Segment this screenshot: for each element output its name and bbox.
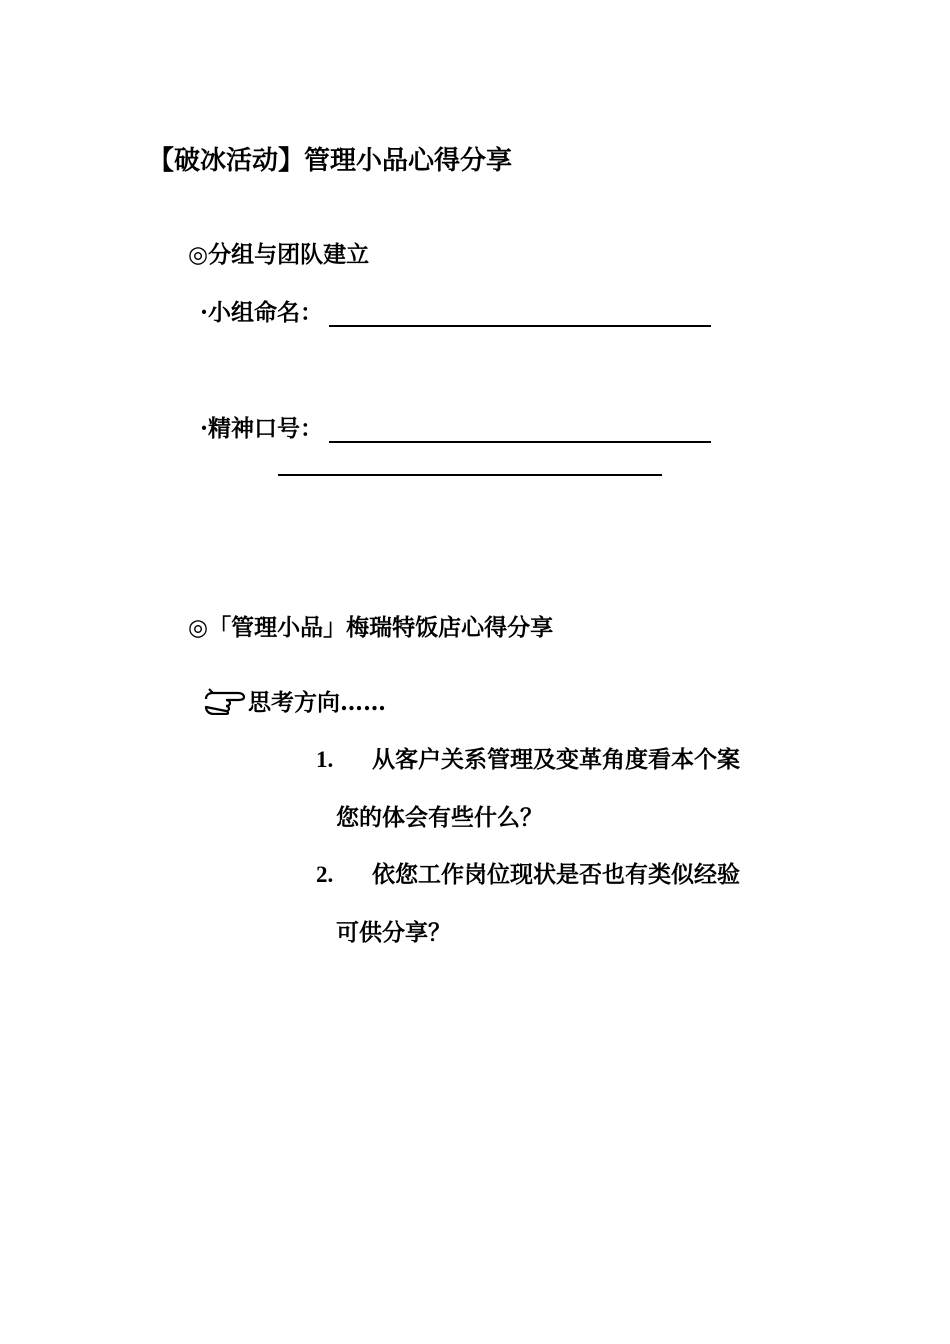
question-2-line-1: 依您工作岗位现状是否也有类似经验 — [372, 861, 740, 888]
section-heading-sharing: ◎「管理小品」梅瑞特饭店心得分享 — [188, 614, 554, 641]
question-item-2 — [316, 846, 740, 962]
question-number-2: 2. — [316, 862, 334, 887]
question-number-1: 1. — [316, 747, 334, 772]
thinking-direction-text: 思考方向…… — [248, 689, 386, 716]
question-1-line-1: 从客户关系管理及变革角度看本个案 — [372, 746, 740, 773]
team-name-blank-line[interactable] — [329, 301, 711, 327]
section-heading-team: ◎分组与团队建立 — [188, 241, 370, 268]
pointing-hand-icon — [204, 687, 246, 715]
slogan-blank-line[interactable] — [329, 417, 711, 443]
slogan-label: ·精神口号： — [200, 415, 324, 442]
slogan-blank-line-2[interactable] — [278, 474, 662, 476]
question-1-line-2: 您的体会有些什么？ — [336, 804, 543, 831]
team-name-field — [200, 294, 711, 327]
thinking-direction — [204, 684, 386, 717]
slogan-field — [200, 410, 711, 443]
team-name-label: ·小组命名： — [200, 299, 324, 326]
question-item-1 — [316, 731, 740, 847]
question-2-line-2: 可供分享？ — [336, 919, 451, 946]
page-title: 【破冰活动】管理小品心得分享 — [148, 146, 513, 176]
